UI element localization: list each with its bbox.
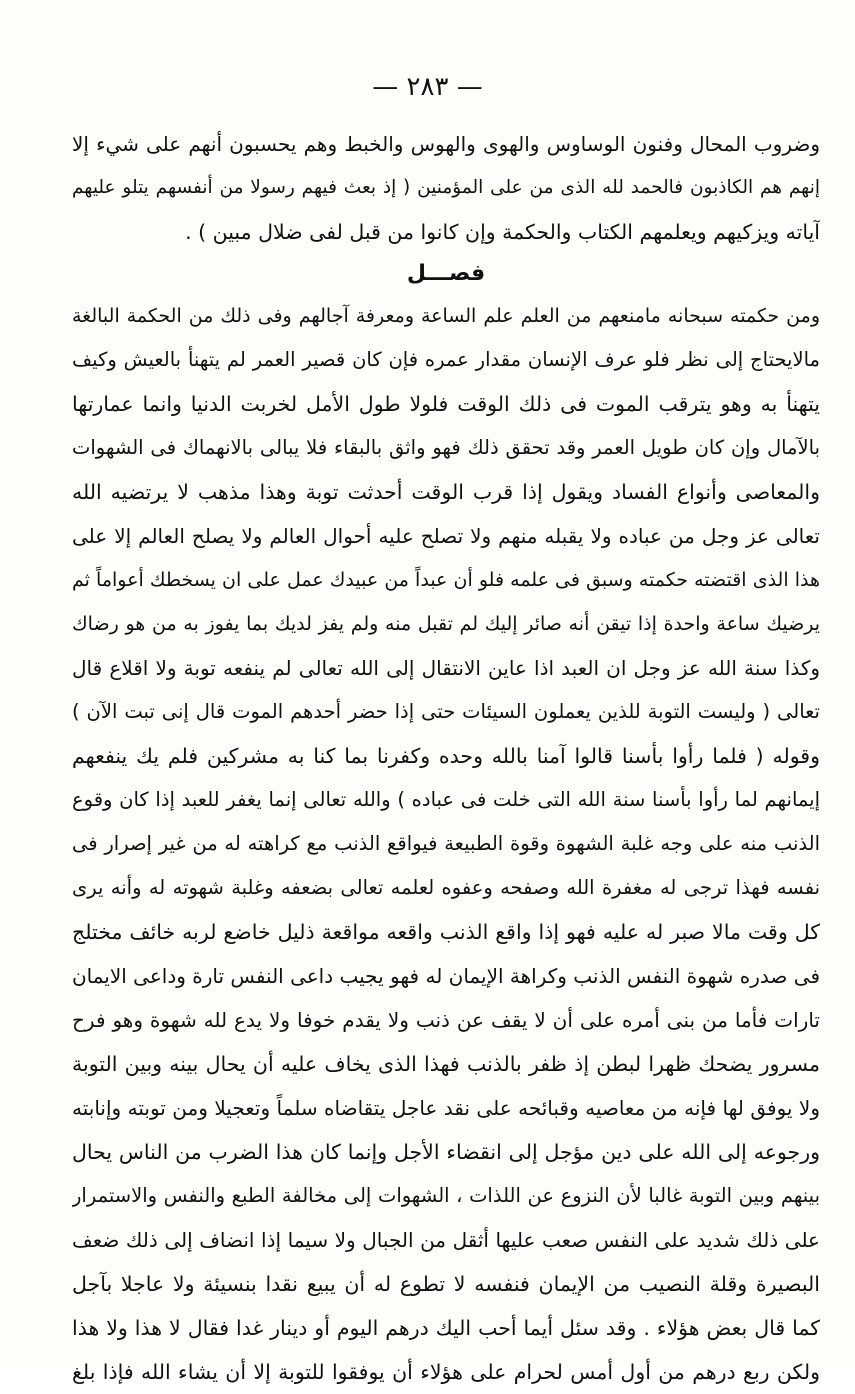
- text-line: تارات فأما من بنى أمره على أن لا يقف عن ذنب ولا يقدم خوفا ولا يدع لله شهوة وهو فرح: [72, 1008, 820, 1032]
- text-line: ومن حكمته سبحانه مامنعهم من العلم علم الساعة ومعرفة آجالهم وفى ذلك من الحكمة البالغة: [72, 305, 820, 327]
- text-line: كما قال بعض هؤلاء . وقد سئل أيما أحب اليك درهم اليوم أو دينار غدا فقال لا هذا ولا هذا: [72, 1316, 820, 1340]
- text-line: آياته ويزكيهم ويعلمهم الكتاب والحكمة وإن كانوا من قبل لفى ضلال مبين ) .: [185, 220, 820, 244]
- text-line: وقوله ( فلما رأوا بأسنا قالوا آمنا بالله وحده وكفرنا بما كنا به مشركين فلم يك ينفعهم: [72, 744, 820, 768]
- text-line: مالايحتاج إلى نظر فلو عرف الإنسان مقدار عمره فإن كان قصير العمر لم يتهنأ بالعيش وكيف: [72, 348, 820, 371]
- text-line: والمعاصى وأنواع الفساد ويقول إذا قرب الوقت أحدثت توبة وهذا مذهب لا يرتضيه الله: [72, 480, 820, 504]
- text-line: بينهم وبين التوبة غالبا لأن النزوع عن اللذات ، الشهوات إلى مخالفة الطبع والنفس والاستمرار: [72, 1184, 820, 1207]
- text-line: ولكن ربع درهم من أول أمس لحرام على هؤلاء أن يوفقوا للتوبة إلا أن يشاء الله فإذا بلغ: [72, 1360, 820, 1384]
- text-line: نفسه فهذا ترجى له مغفرة الله وصفحه وعفوه لعلمه تعالى بضعفه وغلبة شهوته له وأنه يرى: [72, 876, 820, 899]
- page-number: — ٢٨٣ —: [372, 72, 483, 102]
- text-line: بالآمال وإن كان طويل العمر وقد تحقق ذلك فهو واثق بالبقاء فلا يبالى بالانهماك فى الشهوات: [72, 436, 820, 459]
- text-line: فى صدره شهوة النفس الذنب وكراهة الإيمان له فهو يجيب داعى النفس تارة وداعى الايمان: [72, 964, 820, 988]
- section-heading: فصـــل: [406, 261, 486, 286]
- text-line: على ذلك شديد على النفس صعب عليها أثقل من الجبال ولا سيما إذا انضاف إلى ذلك ضعف: [72, 1228, 820, 1252]
- text-line: ورجوعه إلى الله على دين مؤجل إلى انقضاء الأجل وإنما كان هذا الضرب من الناس يحال: [72, 1140, 820, 1164]
- text-line: هذا الذى اقتضته حكمته وسبق فى علمه فلو أن عبداً من عبيدك عمل على ان يسخطك أعواماً ثم: [72, 569, 820, 591]
- text-line: ولا يوفق لها فإنه من معاصيه وقبائحه على نقد عاجل يتقاضاه سلماً وتعجيلا ومن توبته وإنابته: [72, 1096, 820, 1120]
- text-line: إيمانهم لما رأوا بأسنا سنة الله التى خلت فى عباده ) والله تعالى إنما يغفر للعبد إذا كان وقوع: [72, 788, 820, 811]
- text-line: تعالى ( وليست التوبة للذين يعملون السيئات حتى إذا حضر أحدهم الموت قال إنى تبت الآن ): [72, 700, 820, 723]
- text-line: وكذا سنة الله عز وجل ان العبد اذا عاين الانتقال إلى الله تعالى لم ينفعه توبة ولا اقلاع قال: [72, 656, 820, 680]
- text-line: يتهنأ به وهو يترقب الموت فى ذلك الوقت فلولا طول الأمل لخربت الدنيا وانما عمارتها: [72, 392, 820, 416]
- text-line: إنهم هم الكاذبون فالحمد لله الذى من على المؤمنين ( إذ بعث فيهم رسولا من أنفسهم يتلو عليهم: [72, 177, 820, 198]
- text-line: البصيرة وقلة النصيب من الإيمان فنفسه لا تطوع له أن يبيع نقدا بنسيئة ولا عاجلا بآجل: [72, 1272, 820, 1296]
- text-line: يرضيك ساعة واحدة إذا تيقن أنه صائر إليك لم تقبل منه ولم يفز لديك بما يفوز به من هو رضاك: [72, 613, 820, 635]
- text-line: وضروب المحال وفنون الوساوس والهوى والهوس والخبط وهم يحسبون أنهم على شيء إلا: [72, 132, 820, 156]
- body-text: [72, 122, 820, 1394]
- text-line: الذنب منه على وجه غلبة الشهوة وقوة الطبيعة فيواقع الذنب مع كراهته له من غير إصرار فى: [72, 832, 820, 855]
- text-line: كل وقت مالا صبر له عليه فهو إذا واقع الذنب واقعه مواقعة ذليل خاضع لربه خائف مختلج: [72, 920, 820, 944]
- text-line: تعالى عز وجل من عباده ولا يقبله منهم ولا تصلح عليه أحوال العالم ولا يصلح العالم إلا على: [72, 524, 820, 548]
- text-line: مسرور يضحك ظهرا لبطن إذ ظفر بالذنب فهذا الذى يخاف عليه أن يحال بينه وبين التوبة: [72, 1052, 820, 1076]
